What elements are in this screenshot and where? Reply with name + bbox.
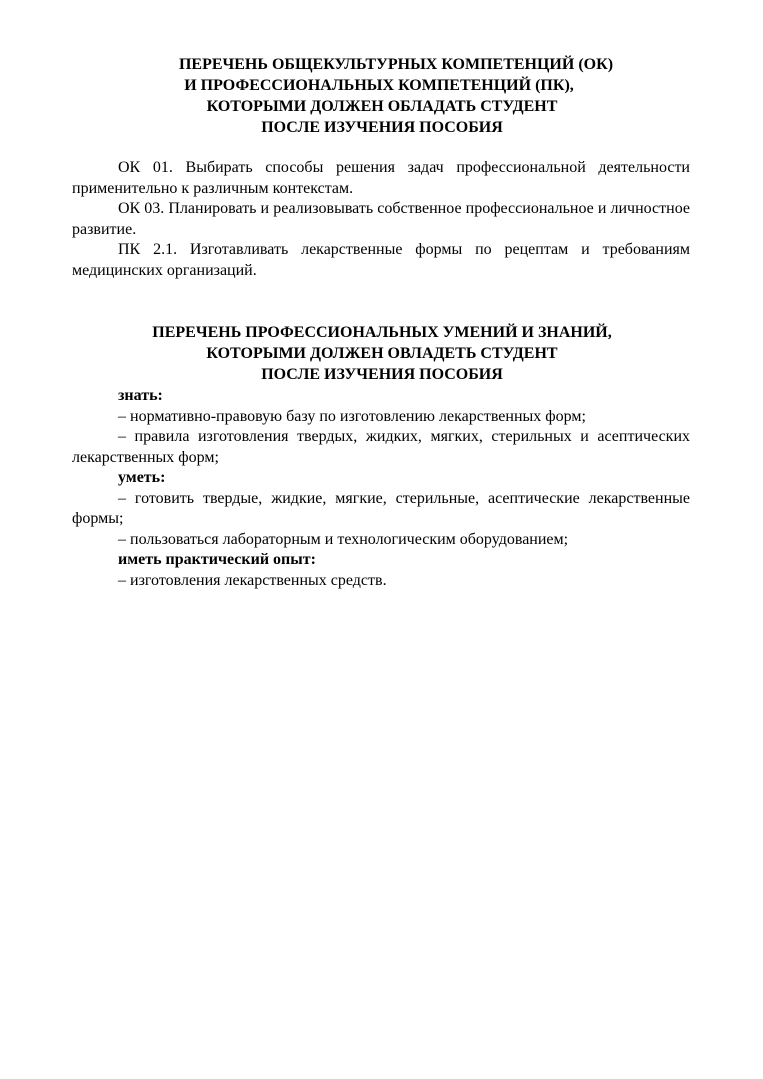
document-page	[72, 54, 690, 591]
know-item: – правила изготовления твердых, жидких, мягких, стерильных и асептических лекарственных форм;	[72, 428, 690, 466]
heading-line: ПОСЛЕ ИЗУЧЕНИЯ ПОСОБИЯ	[261, 366, 503, 383]
skills-knowledge-heading	[72, 322, 690, 385]
know-label: знать:	[118, 387, 163, 404]
know-item: – нормативно-правовую базу по изготовлению лекарственных форм;	[118, 407, 586, 425]
heading-line: КОТОРЫМИ ДОЛЖЕН ОБЛАДАТЬ СТУДЕНТ	[206, 98, 558, 115]
competencies-heading	[72, 54, 690, 138]
heading-line: И ПРОФЕССИОНАЛЬНЫХ КОМПЕТЕНЦИЙ (ПК),	[184, 77, 574, 94]
experience-label: иметь практический опыт:	[118, 551, 316, 568]
heading-line: ПЕРЕЧЕНЬ ОБЩЕКУЛЬТУРНЫХ КОМПЕТЕНЦИЙ (ОК)	[178, 56, 614, 73]
skills-item: – пользоваться лабораторным и технологическим оборудованием;	[118, 530, 569, 548]
experience-item: – изготовления лекарственных средств.	[118, 571, 387, 589]
heading-line: ПОСЛЕ ИЗУЧЕНИЯ ПОСОБИЯ	[261, 119, 503, 136]
competency-pk21: ПК 2.1. Изготавливать лекарственные формы по рецептам и требованиям медицинских организаций.	[72, 241, 690, 279]
skills-knowledge-list	[72, 386, 690, 591]
heading-line: ПЕРЕЧЕНЬ ПРОФЕССИОНАЛЬНЫХ УМЕНИЙ И ЗНАНИЙ,	[152, 324, 612, 341]
competencies-list	[72, 158, 690, 281]
competency-ok01: ОК 01. Выбирать способы решения задач профессиональной деятельности применительно к различным контекстам.	[72, 159, 690, 197]
skills-item: – готовить твердые, жидкие, мягкие, стерильные, асептические лекарственные формы;	[72, 489, 690, 527]
heading-line: КОТОРЫМИ ДОЛЖЕН ОВЛАДЕТЬ СТУДЕНТ	[206, 345, 558, 362]
skills-label: уметь:	[118, 469, 166, 486]
competency-ok03: ОК 03. Планировать и реализовывать собственное профессиональное и личностное развитие.	[72, 200, 690, 238]
